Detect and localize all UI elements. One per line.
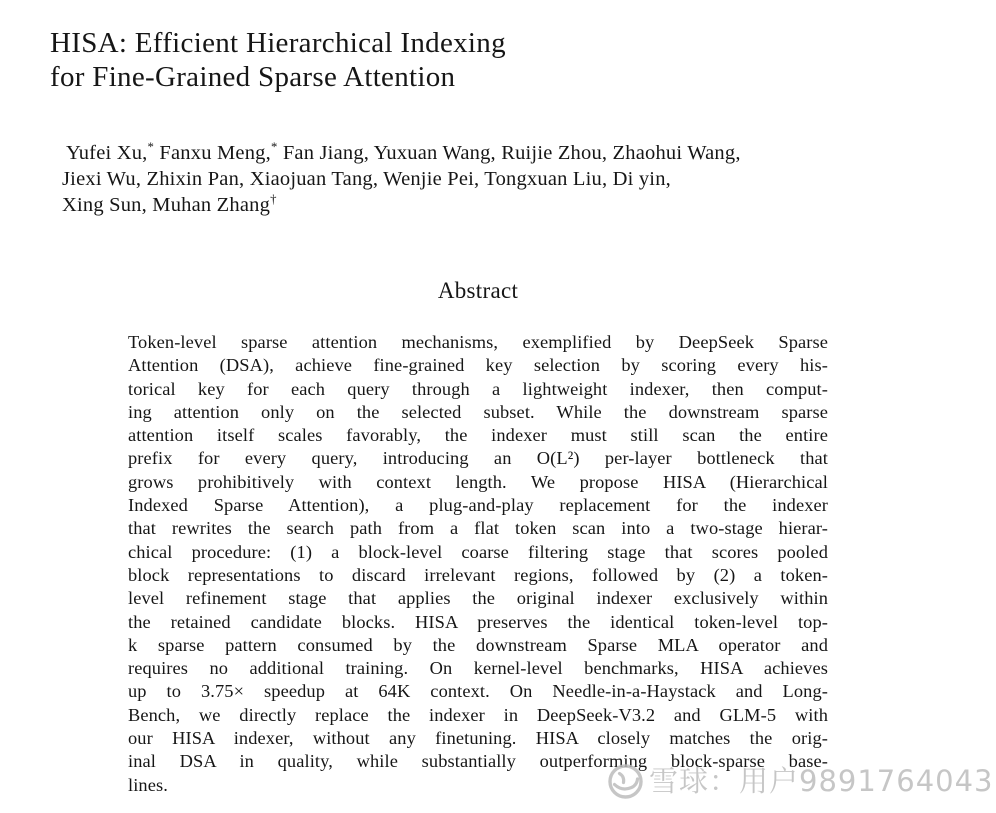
abstract-line: ing attention only on the selected subset. While the downstream sparse [128, 401, 828, 422]
abstract-line: chical procedure: (1) a block-level coarse filtering stage that scores pooled [128, 541, 828, 562]
abstract-line: block representations to discard irrelevant regions, followed by (2) a token- [128, 564, 828, 585]
abstract-line: attention itself scales favorably, the indexer must still scan the entire [128, 425, 828, 446]
abstract-body [128, 331, 828, 797]
abstract-line: requires no additional training. On kernel-level benchmarks, HISA achieves [128, 658, 828, 679]
abstract-line: grows prohibitively with context length. We propose HISA (Hierarchical [128, 471, 828, 492]
abstract-line: our HISA indexer, without any finetuning. HISA closely matches the orig- [128, 728, 828, 749]
abstract-line: Token-level sparse attention mechanisms, exemplified by DeepSeek Sparse [128, 332, 828, 352]
paper-title-line: HISA: Efficient Hierarchical Indexing [50, 27, 506, 59]
abstract-heading: Abstract [437, 278, 519, 303]
author-block [62, 140, 741, 218]
watermark-text: 雪球：用户9891764043 [649, 764, 994, 798]
abstract-line: Indexed Sparse Attention), a plug-and-play replacement for the indexer [128, 495, 828, 516]
author-line: Xing Sun, Muhan Zhang† [62, 192, 277, 216]
abstract-line: k sparse pattern consumed by the downstream Sparse MLA operator and [128, 634, 828, 655]
author-line: Jiexi Wu, Zhixin Pan, Xiaojuan Tang, Wenjie Pei, Tongxuan Liu, Di yin, [62, 168, 671, 190]
abstract-line: that rewrites the search path from a flat token scan into a two-stage hierar- [128, 518, 828, 539]
paper-title [50, 26, 506, 94]
abstract-line: torical key for each query through a lightweight indexer, then comput- [128, 378, 828, 399]
abstract-line: level refinement stage that applies the original indexer exclusively within [128, 588, 828, 609]
abstract-line: Attention (DSA), achieve fine-grained key selection by scoring every his- [128, 355, 828, 376]
paper-title-line: for Fine-Grained Sparse Attention [50, 61, 456, 93]
author-line: Yufei Xu,* Fanxu Meng,* Fan Jiang, Yuxuan Wang, Ruijie Zhou, Zhaohui Wang, [66, 140, 741, 164]
abstract-line: prefix for every query, introducing an O(L²) per-layer bottleneck that [128, 448, 828, 469]
abstract-line: Bench, we directly replace the indexer in DeepSeek-V3.2 and GLM-5 with [128, 704, 828, 725]
abstract-line: lines. [128, 774, 168, 795]
abstract-line: the retained candidate blocks. HISA preserves the identical token-level top- [128, 611, 828, 632]
abstract-line: up to 3.75× speedup at 64K context. On Needle-in-a-Haystack and Long- [128, 681, 828, 702]
abstract-line: inal DSA in quality, while substantially outperforming block-sparse base- [128, 751, 828, 772]
